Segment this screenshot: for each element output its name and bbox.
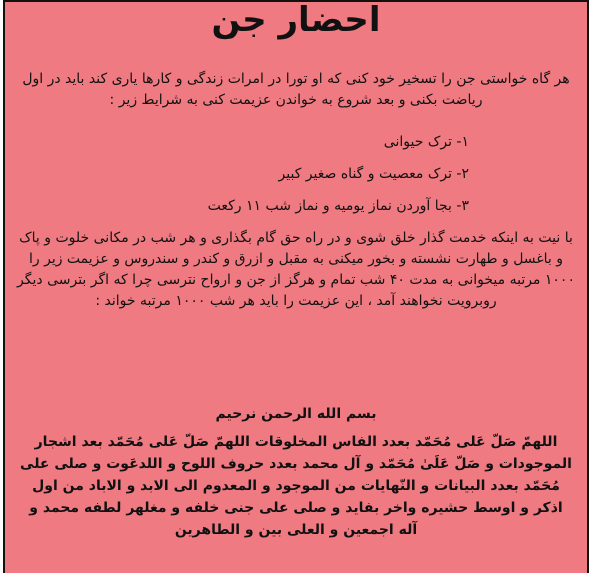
condition-item: ۲- ترک معصیت و گناه صغیر کبیر bbox=[278, 166, 469, 182]
prayer-heading: بسم الله الرحمن نرحیم bbox=[215, 406, 377, 422]
condition-item: ۳- بجا آوردن نماز یومیه و نماز شب ۱۱ رکعت bbox=[207, 198, 469, 214]
page-title: احضار جن bbox=[211, 0, 381, 40]
conditions-list bbox=[208, 126, 469, 222]
instructions-paragraph: با نیت به اینکه خدمت گذار خلق شوی و در راه حق گام بگذاری و هر شب در مکانی خلوت و پاک و باغسل و طهارت نشسته و بخور میکنی به مقبل و ازرق و کندر و سندروس و عزیمت زیر را ۱۰۰۰ مرتبه میخوانی به مدت ۴۰ شب تمام و هرگز از جن و ارواح نترسی چرا که اگر بترسی دیگر روبرویت نخواهند آمد ، این عزیمت را باید هر شب ۱۰۰۰ مرتبه خواند : bbox=[17, 230, 575, 309]
condition-item: ۱- ترک حیوانی bbox=[383, 134, 469, 150]
document-panel bbox=[3, 0, 589, 573]
prayer-text: اللهمّ صَلّ عَلی مُحَمّد بعدد الفاس المخلوقات اللهمّ صَلّ عَلی مُحَمّد بعد اشجار الموجودات و صَلّ عَلَیٰ مُحَمّد و آل محمد بعدد حروف اللوح و اللدعَوت و صلی علی مُحَمّد بعدد البیانات و النّهایات من الموجود و المعدوم الی الابد و الاباد من اول اذکر و اوسط حشیره واخر بفاید و صلی علی جنی خلفه و مغلهر لطفه محمد و آله اجمعین و العلی بین و الطاهرین bbox=[20, 434, 572, 538]
intro-paragraph: هر گاه خواستی جن را تسخیر خود کنی که او تورا در امرات زندگی و کارها یاری کند باید در اول ریاضت بکنی و بعد شروع به خواندن عزیمت کنی به شرایط زیر : bbox=[22, 71, 570, 108]
